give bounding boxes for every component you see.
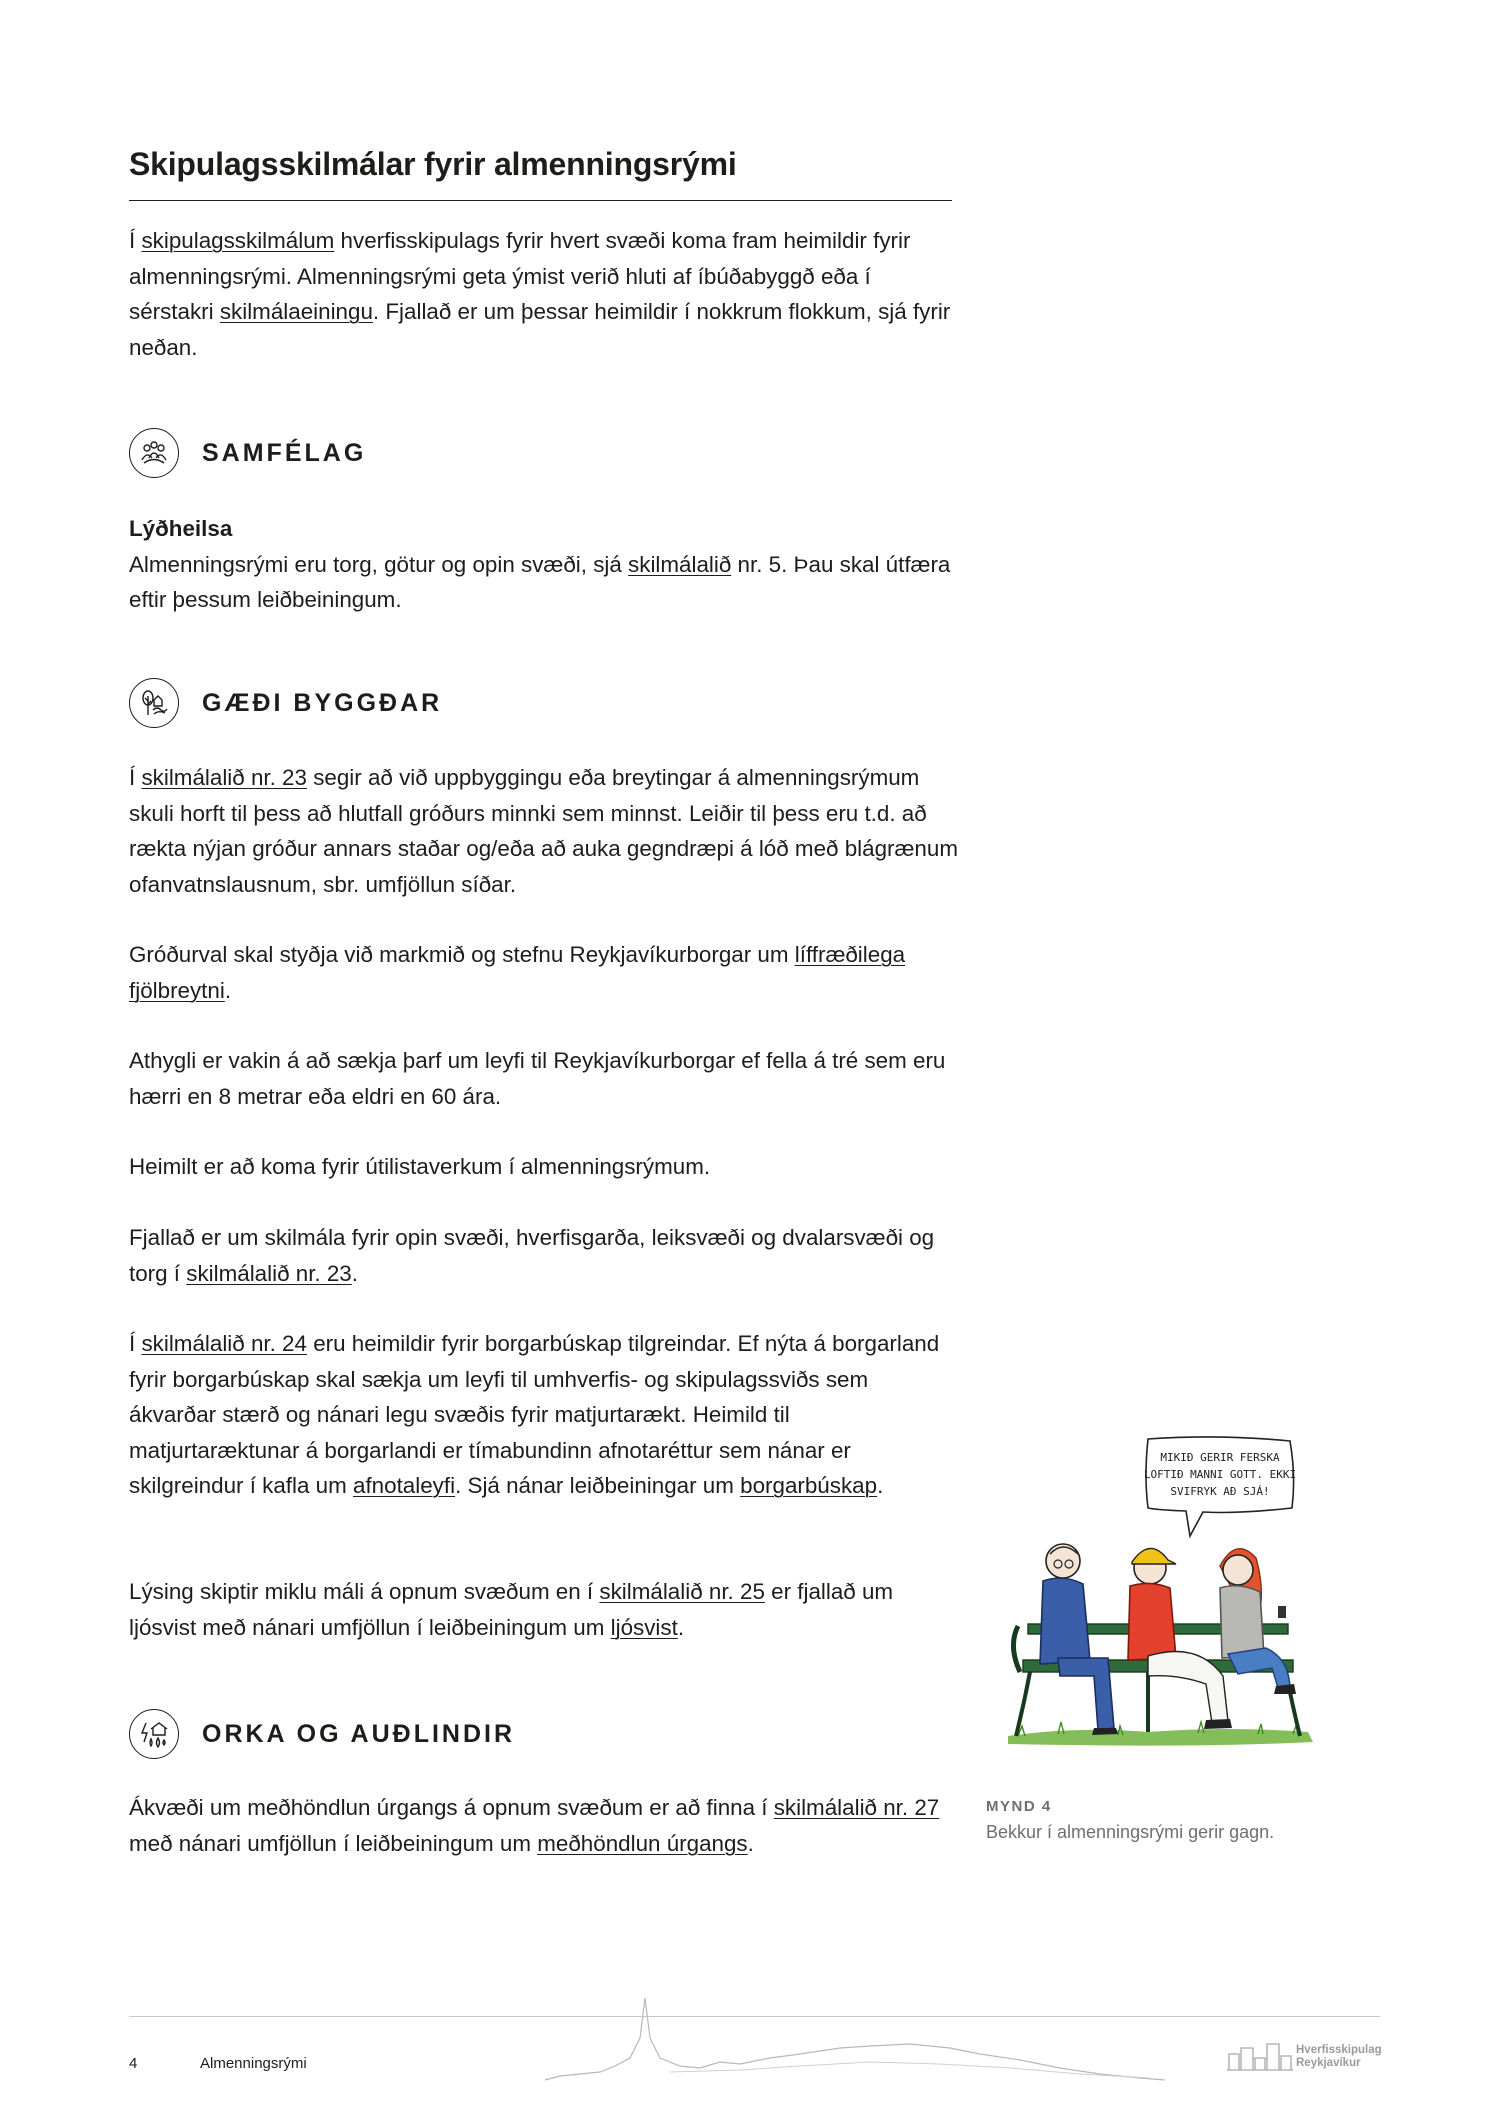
page-number: 4 bbox=[129, 2055, 138, 2072]
bubble-line-2: LOFTIÐ MANNI GOTT. EKKI bbox=[1143, 1468, 1297, 1481]
link-skilmalalid-23[interactable]: skilmálalið nr. 23 bbox=[141, 765, 307, 790]
link-liffraedilega-fjolbreytni[interactable]: líffræðilega fjölbreytni bbox=[129, 942, 906, 1003]
skyline-illustration bbox=[540, 1988, 1170, 2088]
link-skilmalalid-25[interactable]: skilmálalið nr. 25 bbox=[599, 1579, 765, 1604]
footer-logo-text: Hverfisskipulag Reykjavíkur bbox=[1296, 2044, 1382, 2069]
bubble-line-1: MIKIÐ GERIR FERSKA bbox=[1160, 1451, 1280, 1464]
section-orka-header bbox=[129, 1708, 515, 1760]
title-divider bbox=[129, 200, 952, 201]
link-borgarbuskap[interactable]: borgarbúskap bbox=[740, 1473, 878, 1498]
section-samfelag-header bbox=[129, 427, 366, 479]
orka-paragraph: Ákvæði um meðhöndlun úrgangs á opnum svæðum er að finna í skilmálalið nr. 27 með nánari umfjöllun í leiðbeiningum um meðhöndlun úrgangs. bbox=[129, 1795, 940, 1856]
person-boy-cap bbox=[1128, 1548, 1232, 1729]
energy-water-icon bbox=[129, 1709, 179, 1759]
speech-bubble bbox=[1144, 1437, 1296, 1536]
subheading-lydheilsa: Lýðheilsa bbox=[129, 516, 233, 541]
person-man-reading bbox=[1040, 1544, 1118, 1735]
bubble-line-3: SVIFRYK AÐ SJÁ! bbox=[1170, 1485, 1270, 1498]
gaedi-paragraph-3: Athygli er vakin á að sækja þarf um leyfi til Reykjavíkurborgar ef fella á tré sem eru hærri en 8 metrar eða eldri en 60 ára. bbox=[129, 1048, 946, 1109]
hverfisskipulag-logo-icon bbox=[1225, 2040, 1295, 2076]
link-ljosvist[interactable]: ljósvist bbox=[610, 1614, 678, 1640]
link-afnotaleyfi[interactable]: afnotaleyfi bbox=[353, 1473, 456, 1498]
people-group-icon bbox=[129, 428, 179, 478]
section-samfelag-title: SAMFÉLAG bbox=[202, 438, 367, 467]
page-title: Skipulagsskilmálar fyrir almenningsrými bbox=[129, 146, 737, 182]
link-skilmalalid-5[interactable]: skilmálalið bbox=[628, 551, 732, 577]
link-skilmalalid-24[interactable]: skilmálalið nr. 24 bbox=[141, 1331, 307, 1356]
section-gaedi-title: GÆÐI BYGGÐAR bbox=[202, 688, 443, 717]
figure-caption-text: Bekkur í almenningsrými gerir gagn. bbox=[986, 1822, 1275, 1842]
link-skipulagsskilmalum[interactable]: skipulagsskilmálum bbox=[141, 228, 335, 253]
gaedi-paragraph-2: Gróðurval skal styðja við markmið og stefnu Reykjavíkurborgar um líffræðilega fjölbreytni. bbox=[129, 942, 906, 1003]
intro-paragraph: Í skipulagsskilmálum hverfisskipulags fyrir hvert svæði koma fram heimildir fyrir almenningsrými. Almenningsrými geta ýmist verið hluti af íbúðabyggð eða í sérstakri skilmálaeiningu. Fjallað er um þessar heimildir í nokkrum flokkum, sjá fyrir neðan. bbox=[129, 228, 951, 360]
samfelag-paragraph: Lýðheilsa Almenningsrými eru torg, götur og opin svæði, sjá skilmálalið nr. 5. Þau skal útfæra eftir þessum leiðbeiningum. bbox=[129, 516, 951, 612]
gaedi-paragraph-7: Lýsing skiptir miklu máli á opnum svæðum en í skilmálalið nr. 25 er fjallað um ljósvist með nánari umfjöllun í leiðbeiningum um ljósvist. bbox=[129, 1579, 894, 1640]
tree-building-icon bbox=[129, 678, 179, 728]
gaedi-paragraph-1: Í skilmálalið nr. 23 segir að við uppbyggingu eða breytingar á almenningsrýmum skuli horft til þess að hlutfall gróðurs minnki sem minnst. Leiðir til þess eru t.d. að rækta nýjan gróður annars staðar og/eða að auka gegndræpi á lóð með blágrænum ofanvatnslausnum, sbr. umfjöllun síðar. bbox=[129, 765, 958, 897]
link-skilmalalid-23b[interactable]: skilmálalið nr. 23 bbox=[186, 1260, 352, 1286]
footer-section-name: Almenningsrými bbox=[200, 2055, 307, 2072]
link-medhondlun-urgangs[interactable]: meðhöndlun úrgangs bbox=[537, 1830, 748, 1856]
gaedi-paragraph-6: Í skilmálalið nr. 24 eru heimildir fyrir borgarbúskap tilgreindar. Ef nýta á borgarland fyrir borgarbúskap skal sækja um leyfi til umhverfis- og skipulagssviðs sem ákvarðar stærð og nánari legu svæðis fyrir matjurtarækt. Heimild til matjurtaræktunar á borgarlandi er tímabundinn afnotaréttur sem nánar er skilgreindur í kafla um afnotaleyfi. Sjá nánar leiðbeiningar um borgarbúskap. bbox=[129, 1331, 940, 1498]
bench-illustration bbox=[998, 1436, 1338, 1766]
link-skilmalalid-27[interactable]: skilmálalið nr. 27 bbox=[773, 1795, 940, 1820]
link-skilmalaeiningu[interactable]: skilmálaeiningu bbox=[219, 299, 373, 324]
section-orka-title: ORKA OG AUÐLINDIR bbox=[202, 1719, 516, 1748]
section-gaedi-header bbox=[129, 677, 442, 729]
gaedi-paragraph-5: Fjallað er um skilmála fyrir opin svæði, hverfisgarða, leiksvæði og dvalarsvæði og torg í skilmálalið nr. 23. bbox=[129, 1225, 935, 1286]
figure-caption-label: MYND 4 bbox=[986, 1798, 1052, 1815]
gaedi-paragraph-4: Heimilt er að koma fyrir útilistaverkum í almenningsrýmum. bbox=[129, 1154, 711, 1179]
